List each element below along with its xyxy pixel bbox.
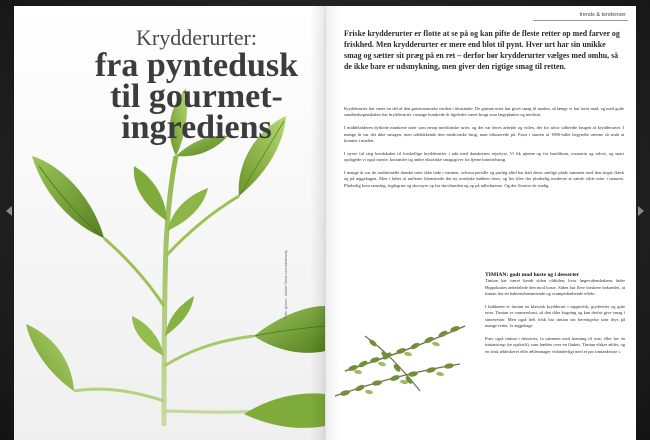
header-divider bbox=[533, 20, 628, 21]
thyme-photo bbox=[325, 276, 477, 440]
title-line-2: fra pyntedusk bbox=[94, 47, 299, 84]
next-page-arrow-icon[interactable] bbox=[638, 206, 644, 216]
article-body bbox=[344, 106, 624, 196]
body-paragraph: I mange år var de traditionelle danske urter ikke inde i varmen, selvom persille og purløg altid har haft deres særlige plads sammen med den stegte flæsk og på æggekagen. Men i løbet af nullerne blomstrede det ny nordiske køkken frem, og her blev der pludselig moderne at samle vilde urter i naturen. Pludselig kom ramsløg, fuglegræs og skovsyre op fra skovbunden og op på tallerknerne. Og der floreter de stadig. bbox=[344, 170, 624, 188]
sidebar-paragraph: Prøv også timian i desserter, fx sammen med honning til oste, eller lav en timiansirup (se opskrift), som hældes over en fladeis. Timian elsker æbler, og en frisk æbleskeret eller æblesmager vidunderligt med et par timiankviste i. bbox=[485, 336, 625, 354]
sidebar-paragraph bbox=[485, 272, 625, 298]
sidebar-text: Timian har været kendt siden oldtiden, hvor lægevidenskabens fader Hippokrates anbefalede den mod hoste. Siden har flere forskere bekræftet, at timian har en bakteriehæmmende og svampedræbende effekt. bbox=[485, 278, 625, 297]
sidebar-heading: TIMIAN: godt mod hoste og i desserter bbox=[485, 272, 580, 278]
body-paragraph: I middelalderen dyrkede munkene urter som netop medicinske urter, og det var deres arbejde og viden, der for alvor udbredte brugen af krydderurter. I mange år var det ikke smagen, men udelukkende den medicinske brug, man fokuserede på. Først i starten af 1900-tallet begyndte urterne så småt at komme i maden. bbox=[344, 125, 624, 144]
thyme-sprig-image bbox=[325, 276, 477, 440]
magazine-spread bbox=[14, 6, 636, 440]
section-tag: trends & tendenser bbox=[579, 12, 626, 18]
photo-credit: Foto: ajchen - Adobe Stock.com/adsbeardy bbox=[284, 250, 288, 319]
article-title bbox=[84, 25, 309, 146]
sidebar-paragraph: I køkkenet er timian en klassisk krydderurt i suppevisk, grydeetter og gule erter. Timian er varmerobust, så den tåler kogning og kan derfor give smag i simreretter. Men også helt frisk har timian sin berettigelse som drys på mange retter, fx æggekage. bbox=[485, 304, 625, 329]
thyme-sidebar bbox=[485, 272, 625, 362]
left-page bbox=[14, 6, 325, 440]
body-paragraph: I nyere tid steg kendskabet til forskellige krydderurter i takt med danskernes rejselyst. Vi fik øjnene op for basilikum, rosmarin og salvie, og snart opdagede vi også mynte, koriander og andre eksotiske smagsgiver fra fjerne himmelstrøg. bbox=[344, 150, 624, 163]
title-line-3: til gourmet- bbox=[110, 78, 283, 115]
body-paragraph: Krydderurter har været en del af den gastronomiske verden i årtusinder. De grønne urter har givet smag til maden, så længe vi har lavet mad, og med gode sundhedsegenskaber har krydderurter i mange hundrede år ligeledes været brugt som lægeplanter og medicin. bbox=[344, 106, 624, 118]
right-page bbox=[325, 6, 636, 440]
previous-page-arrow-icon[interactable] bbox=[6, 206, 12, 216]
intro-paragraph: Friske krydderurter er flotte at se på og kan pifte de fleste retter op med farver og friskhed. Men krydderurter er mere end blot til pynt. Hver urt har sin unikke smag og sætter sit præg på en ret – derfor bør krydderurter vælges med omhu, så de ikke bare er udsmykning, men giver den rigtige smag til retten. bbox=[344, 29, 620, 72]
title-line-1: Krydderurter: bbox=[136, 25, 257, 50]
title-line-4: ingrediens bbox=[121, 109, 272, 146]
